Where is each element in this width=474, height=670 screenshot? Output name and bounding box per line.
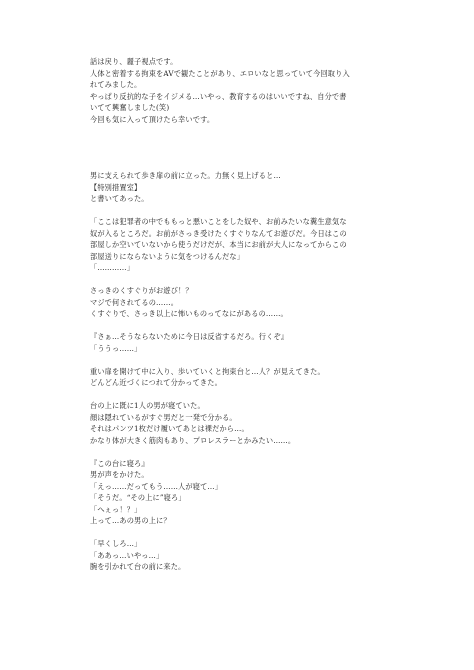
story-line: 「そうだ。“その上に”寝ろ」 — [90, 493, 186, 502]
story-line: 「へぇっ！？」 — [90, 504, 142, 514]
intro-line: 今回も気に入って頂けたら幸いです。 — [90, 114, 215, 124]
story-line: 『この台に寝ろ』 — [90, 458, 149, 468]
story-line: 【特別措置室】 — [90, 182, 142, 192]
story-line: それはパンツ1枚だけ履いてあとは裸だから…。 — [90, 424, 249, 433]
story-line: マジで何されてるの……。 — [90, 297, 179, 307]
story-line: 「ああっ…いやっ…」 — [90, 550, 164, 560]
blank-line — [90, 354, 390, 366]
blank-line — [90, 389, 390, 401]
intro-line: れてみました。 — [90, 80, 142, 89]
story-line: さっきのくすぐりがお遊び！？ — [90, 286, 193, 295]
story-line: 腕を引かれて台の前に来た。 — [90, 562, 186, 571]
blank-line — [90, 446, 390, 458]
story-line: 部屋送りにならないように気をつけるんだな」 — [90, 251, 245, 261]
story-text — [90, 170, 390, 573]
story-line: 台の上に既に1人の男が寝ていた。 — [90, 401, 205, 410]
blank-line — [90, 274, 390, 286]
story-line: 「早くしろ…」 — [90, 539, 142, 548]
intro-line: やっぱり反抗的な子をイジメる…いやっ、教育するのはいいですね、自分で書 — [90, 91, 347, 101]
story-line: 『さぁ…そうならないために今日は反省するだろ。行くぞ』 — [90, 332, 289, 341]
story-line: くすぐりで、さっき以上に怖いものってなにがあるの……。 — [90, 309, 288, 318]
story-line: 「ううっ……」 — [90, 343, 142, 353]
story-line: 奴が入るところだ。お前がさっき受けたくすぐりなんてお遊びだ。今日はこの — [90, 228, 347, 238]
story-line: 「ここは犯罪者の中でももっと悪いことをした奴や、お前みたいな糞生意気な — [90, 217, 347, 226]
blank-line — [90, 527, 390, 539]
story-line: どんどん近づくにつれて分かってきた。 — [90, 378, 222, 387]
intro-line: 話は戻り、麗子視点です。 — [90, 57, 178, 66]
blank-line — [90, 205, 390, 217]
author-note — [90, 56, 390, 125]
intro-line: 人体と密着する拘束をAVで観たことがあり、エロいなと思っていて今回取り入 — [90, 68, 350, 78]
intro-line: いてて興奮しました(笑) — [90, 103, 170, 112]
blank-line — [90, 320, 390, 332]
story-line: 顔は隠れているがすぐ男だと一発で分かる。 — [90, 412, 237, 422]
story-line: 男に支えられて歩き扉の前に立った。力無く見上げると… — [90, 171, 281, 180]
story-line: 部屋しか空いていないから使うだけだが、本当にお前が大人になってからこの — [90, 240, 347, 249]
story-line: 「えっ……だってもう……人が寝て…」 — [90, 481, 223, 491]
story-line: 重い扉を開けて中に入り、歩いていくと拘束台と…人？が見えてきた。 — [90, 366, 325, 376]
story-line: 上って…あの男の上に？ — [90, 516, 171, 525]
story-line: 男が声をかけた。 — [90, 470, 149, 479]
story-line: と書いてあった。 — [90, 194, 149, 203]
story-line: 「…………」 — [90, 263, 135, 272]
story-line: かなり体が大きく筋肉もあり、プロレスラーとかみたい……。 — [90, 435, 296, 445]
